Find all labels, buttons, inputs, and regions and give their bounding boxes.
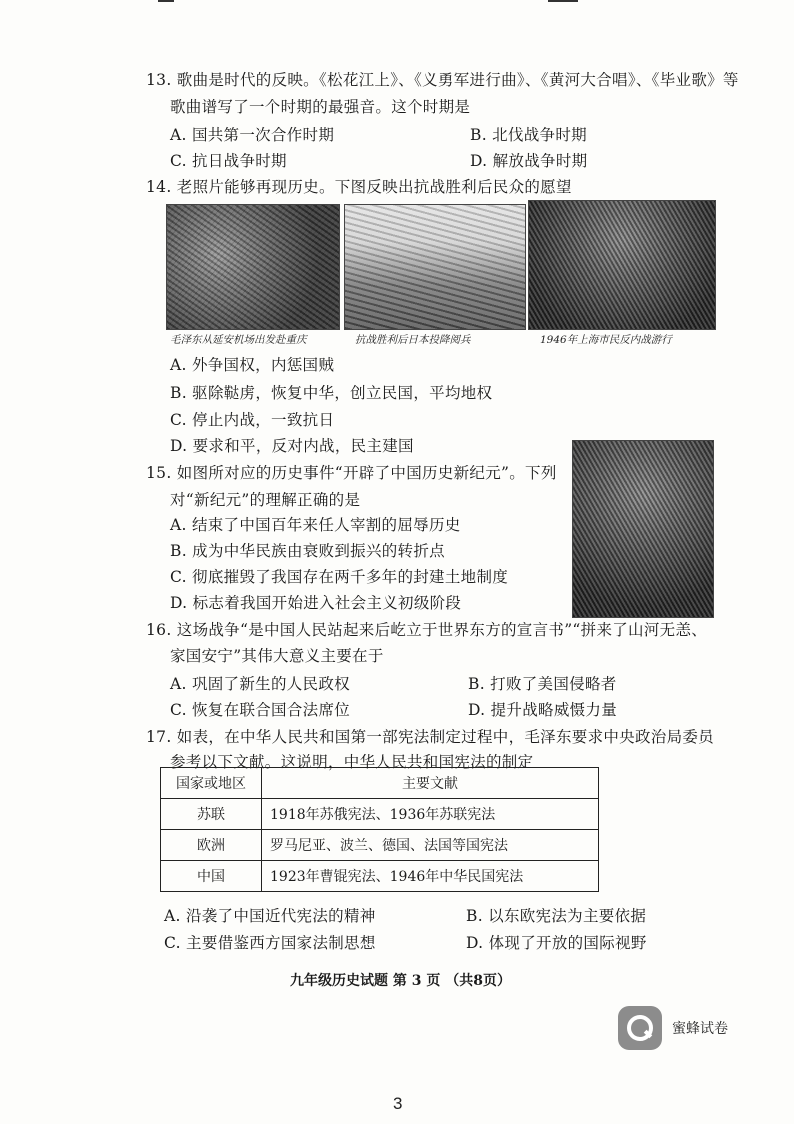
table-cell-documents: 1918年苏俄宪法、1936年苏联宪法 [262,799,599,830]
photo-caption-2: 抗战胜利后日本投降阅兵 [355,334,471,346]
q16-stem-line1: 16. 这场战争“是中国人民站起来后屹立于世界东方的宣言书”“拼来了山河无恙、 [146,621,708,639]
scan-mark [548,0,578,2]
historical-photo-3 [528,200,716,330]
q15-stem-line1: 15. 如图所对应的历史事件“开辟了中国历史新纪元”。下列 [146,464,557,482]
table-row [161,830,599,861]
table-row [161,861,599,892]
brand-label: 蜜蜂试卷 [672,1021,728,1037]
q13-option-d: D. 解放战争时期 [470,152,588,170]
photo-caption-1: 毛泽东从延安机场出发赴重庆 [170,334,307,346]
historical-photo-founding-ceremony [572,440,714,618]
table-cell-region: 中国 [161,861,262,892]
scan-mark [158,0,174,2]
q15-option-c: C. 彻底摧毁了我国存在两千多年的封建土地制度 [170,568,509,586]
q15-stem-line2: 对“新纪元”的理解正确的是 [170,491,361,509]
q17-option-a: A. 沿袭了中国近代宪法的精神 [164,907,376,925]
table-cell-documents: 罗马尼亚、波兰、德国、法国等国宪法 [262,830,599,861]
q15-option-a: A. 结束了中国百年来任人宰割的屈辱历史 [170,516,461,534]
q14-option-d: D. 要求和平，反对内战，民主建国 [170,437,414,455]
table-row [161,799,599,830]
brand-logo-icon [618,1006,662,1050]
table-header-documents: 主要文献 [262,768,599,799]
page-footer: 九年级历史试题 第 3 页 （共8页） [290,973,511,989]
q17-stem-line2: 参考以下文献。这说明，中华人民共和国宪法的制定 [170,753,534,771]
historical-photo-2 [344,204,526,330]
table-cell-region: 苏联 [161,799,262,830]
page-number: 3 [393,1094,403,1113]
q17-option-c: C. 主要借鉴西方国家法制思想 [164,934,376,952]
q17-option-d: D. 体现了开放的国际视野 [466,934,647,952]
q14-stem-line1: 14. 老照片能够再现历史。下图反映出抗战胜利后民众的愿望 [146,178,572,196]
q14-option-b: B. 驱除鞑虏，恢复中华，创立民国，平均地权 [170,384,493,402]
q14-option-c: C. 停止内战，一致抗日 [170,411,335,429]
table-header-region: 国家或地区 [161,768,262,799]
table-cell-region: 欧洲 [161,830,262,861]
q15-option-d: D. 标志着我国开始进入社会主义初级阶段 [170,594,462,612]
q13-stem-line2: 歌曲谱写了一个时期的最强音。这个时期是 [170,98,471,116]
q17-option-b: B. 以东欧宪法为主要依据 [466,907,647,925]
q13-option-b: B. 北伐战争时期 [470,126,587,144]
q16-option-a: A. 巩固了新生的人民政权 [170,675,350,693]
q16-stem-line2: 家国安宁”其伟大意义主要在于 [170,647,384,665]
q16-option-c: C. 恢复在联合国合法席位 [170,701,351,719]
historical-photo-1 [166,204,340,330]
q13-option-c: C. 抗日战争时期 [170,152,287,170]
q14-option-a: A. 外争国权，内惩国贼 [170,356,335,374]
q15-option-b: B. 成为中华民族由衰败到振兴的转折点 [170,542,445,560]
q16-option-b: B. 打败了美国侵略者 [468,675,617,693]
constitution-reference-table [160,767,599,892]
table-cell-documents: 1923年曹锟宪法、1946年中华民国宪法 [262,861,599,892]
q13-stem-line1: 13. 歌曲是时代的反映。《松花江上》、《义勇军进行曲》、《黄河大合唱》、《毕业歌》等 [146,71,739,89]
q13-option-a: A. 国共第一次合作时期 [170,126,335,144]
table-header-row [161,768,599,799]
q17-stem-line1: 17. 如表，在中华人民共和国第一部宪法制定过程中，毛泽东要求中央政治局委员 [146,728,714,746]
q16-option-d: D. 提升战略威慑力量 [468,701,618,719]
photo-caption-3: 1946年上海市民反内战游行 [540,334,672,346]
